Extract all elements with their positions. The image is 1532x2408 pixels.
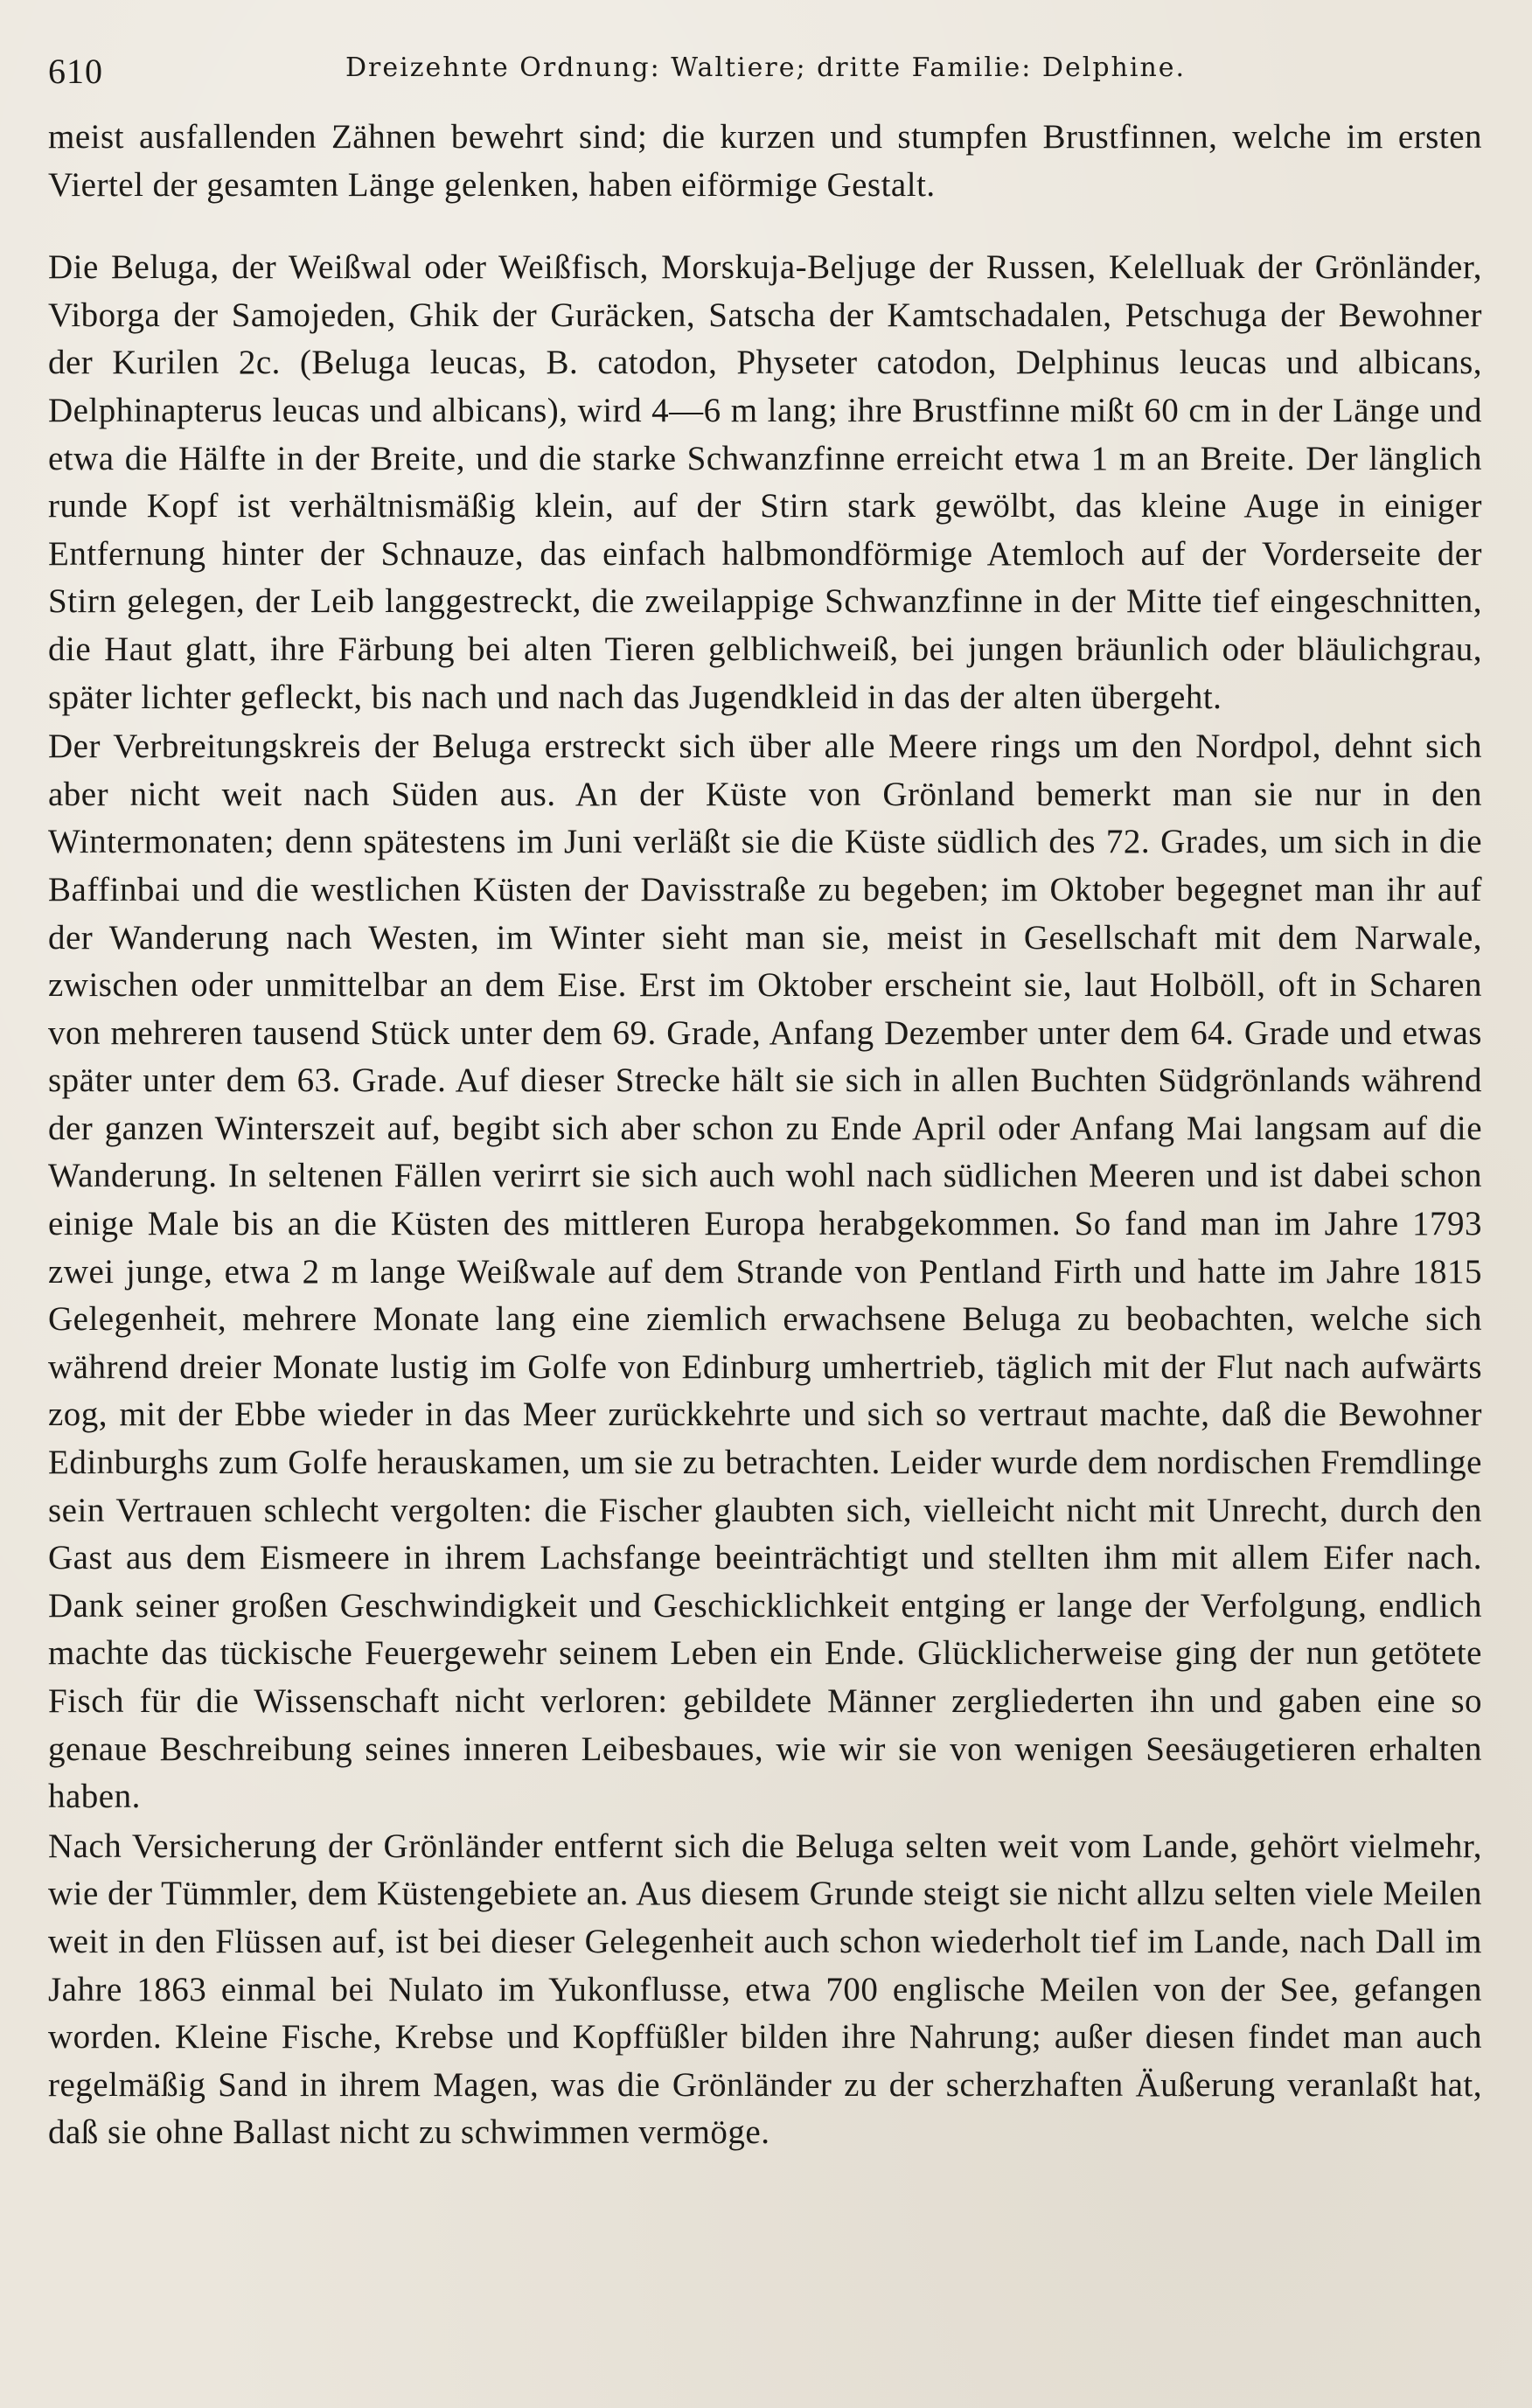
paragraph-beluga-distribution: Der Verbreitungskreis der Beluga erstreckt sich über alle Meere rings um den Nordpol, dehnt sich aber nicht weit nach Süden aus. An der Küste von Grönland bemerkt man sie nur in den Wintermonaten; denn spätestens im Juni verläßt sie die Küste südlich des 72. Grades, um sich in die Baffinbai und die westlichen Küsten der Davisstraße zu begeben; im Oktober begegnet man ihr auf der Wanderung nach Westen, im Winter sieht man sie, meist in Gesellschaft mit dem Narwale, zwischen oder unmittelbar an dem Eise. Erst im Oktober erscheint sie, laut Holböll, oft in Scharen von mehreren tausend Stück unter dem 69. Grade, Anfang Dezember unter dem 64. Grade und etwas später unter dem 63. Grade. Auf dieser Strecke hält sie sich in allen Buchten Südgrönlands während der ganzen Winterszeit auf, begibt sich aber schon zu Ende April oder Anfang Mai langsam auf die Wanderung. In seltenen Fällen verirrt sie sich auch wohl nach südlichen Meeren und ist dabei schon einige Male bis an die Küsten des mittleren Europa herabgekommen. So fand man im Jahre 1793 zwei junge, etwa 2 m lange Weißwale auf dem Strande von Pentland Firth und hatte im Jahre 1815 Gelegenheit, mehrere Monate lang eine ziemlich erwachsene Beluga zu beobachten, welche sich während dreier Monate lustig im Golfe von Edinburg umhertrieb, täglich mit der Flut nach aufwärts zog, mit der Ebbe wieder in das Meer zurückkehrte und sich so vertraut machte, daß die Bewohner Edinburghs zum Golfe herauskamen, um sie zu betrachten. Leider wurde dem nordischen Fremdlinge sein Vertrauen schlecht vergolten: die Fischer glaubten sich, vielleicht nicht mit Unrecht, durch den Gast aus dem Eismeere in ihrem Lachsfange beeinträchtigt und stellten ihm mit allem Eifer nach. Dank seiner großen Geschwindigkeit und Geschicklichkeit entging er lange der Verfolgung, endlich machte das tückische Feuergewehr seinem Leben ein Ende. Glücklicherweise ging der nun getötete Fisch für die Wissenschaft nicht verloren: gebildete Männer zergliederten ihn und gaben eine so genaue Beschreibung seines inneren Leibesbaues, wie wir sie von wenigen Seesäugetieren erhalten haben. <box>48 727 1482 1816</box>
paragraph-gap <box>48 209 1482 244</box>
page-number: 610 <box>48 52 103 91</box>
paragraph-beluga-habitat: Nach Versicherung der Grönländer entfernt sich die Beluga selten weit vom Lande, gehört vielmehr, wie der Tümmler, dem Küstengebiete an. Aus diesem Grunde steigt sie nicht allzu selten viele Meilen weit in den Flüssen auf, ist bei dieser Gelegenheit auch schon wiederholt tief im Lande, nach Dall im Jahre 1863 einmal bei Nulato im Yukonflusse, etwa 700 englische Meilen von der See, gefangen worden. Kleine Fische, Krebse und Kopffüßler bilden ihre Nahrung; außer diesen findet man auch regelmäßig Sand in ihrem Magen, was die Grönländer zu der scherzhaften Äußerung veranlaßt hat, daß sie ohne Ballast nicht zu schwimmen vermöge. <box>48 1827 1482 2152</box>
paragraph-continuation: meist ausfallenden Zähnen bewehrt sind; die kurzen und stumpfen Brustfinnen, welche im ersten Viertel der gesamten Länge gelenken, haben eiförmige Gestalt. <box>48 118 1482 204</box>
running-title: Dreizehnte Ordnung: Waltiere; dritte Familie: Delphine. <box>345 52 1187 83</box>
text-column <box>48 114 1482 2157</box>
page-header <box>48 45 1482 98</box>
paragraph-beluga-description: Die Beluga, der Weißwal oder Weißfisch, Morskuja-Beljuge der Russen, Kelelluak der Grönländer, Viborga der Samojeden, Ghik der Guräcken, Satscha der Kamtschadalen, Petschuga der Bewohner der Kurilen 2c. (Beluga leucas, B. catodon, Physeter catodon, Delphinus leucas und albicans, Delphinapterus leucas und albicans), wird 4—6 m lang; ihre Brustfinne mißt 60 cm in der Länge und etwa die Hälfte in der Breite, und die starke Schwanzfinne erreicht etwa 1 m an Breite. Der länglich runde Kopf ist verhältnismäßig klein, auf der Stirn stark gewölbt, das kleine Auge in einiger Entfernung hinter der Schnauze, das einfach halbmondförmige Atemloch auf der Vorderseite der Stirn gelegen, der Leib langgestreckt, die zweilappige Schwanzfinne in der Mitte tief eingeschnitten, die Haut glatt, ihre Färbung bei alten Tieren gelblichweiß, bei jungen bräunlich oder bläulichgrau, später lichter gefleckt, bis nach und nach das Jugendkleid in das der alten übergeht. <box>48 248 1482 716</box>
